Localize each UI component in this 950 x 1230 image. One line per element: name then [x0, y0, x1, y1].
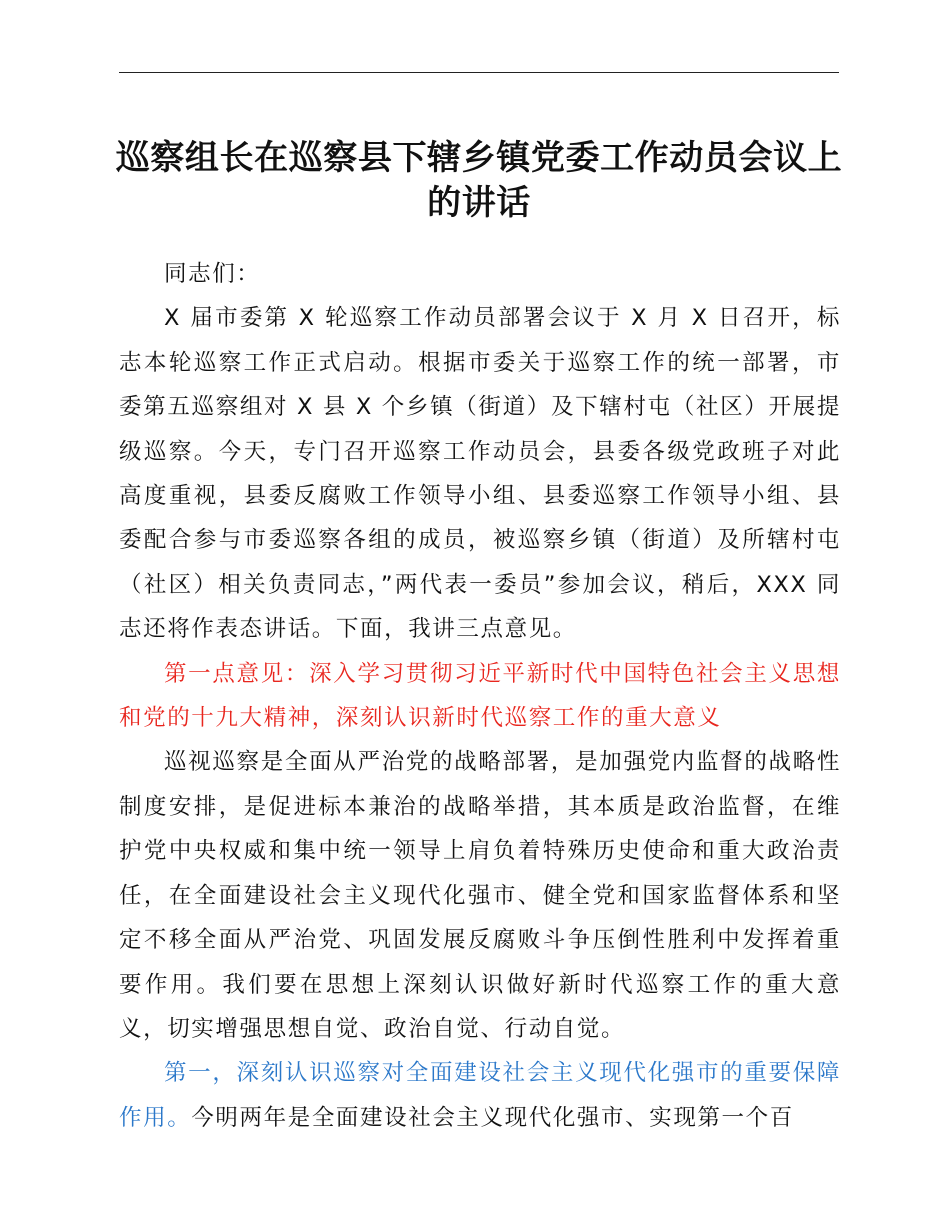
point-1-lead: 第一，深刻认识巡察对全面建设社会主义现代化强市的重要保障作用。	[119, 1060, 841, 1131]
header-rule	[119, 72, 839, 73]
point-1-paragraph	[119, 1051, 841, 1140]
salutation: 同志们：	[164, 261, 261, 287]
intro-paragraph: X 届市委第 X 轮巡察工作动员部署会议于 X 月 X 日召开，标志本轮巡察工作正式启动。根据市委关于巡察工作的统一部署，市委第五巡察组对 X 县 X 个乡镇（街道）及下辖村屯（社区）开展提级巡察。今天，专门召开巡察工作动员会，县委各级党政班子对此高度重视，县委反腐败工作领导小组、县委巡察工作领导小组、县委配合参与市委巡察各组的成员，被巡察乡镇（街道）及所辖村屯（社区）相关负责同志，”两代表一委员”参加会议，稍后，XXX 同志还将作表态讲话。下面，我讲三点意见。	[119, 305, 841, 643]
document-title: 巡察组长在巡察县下辖乡镇党委工作动员会议上的讲话	[115, 138, 843, 223]
point-1-text: 今明两年是全面建设社会主义现代化强市、实现第一个百	[191, 1104, 794, 1131]
section-1-paragraph: 巡视巡察是全面从严治党的战略部署，是加强党内监督的战略性制度安排，是促进标本兼治的战略举措，其本质是政治监督，在维护党中央权威和集中统一领导上肩负着特殊历史使命和重大政治责任，在全面建设社会主义现代化强市、健全党和国家监督体系和坚定不移全面从严治党、巩固发展反腐败斗争压倒性胜利中发挥着重要作用。我们要在思想上深刻认识做好新时代巡察工作的重大意义，切实增强思想自觉、政治自觉、行动自觉。	[119, 749, 841, 1042]
document-body	[119, 252, 841, 1140]
section-heading-1: 第一点意见：深入学习贯彻习近平新时代中国特色社会主义思想和党的十九大精神，深刻认识新时代巡察工作的重大意义	[119, 660, 841, 732]
